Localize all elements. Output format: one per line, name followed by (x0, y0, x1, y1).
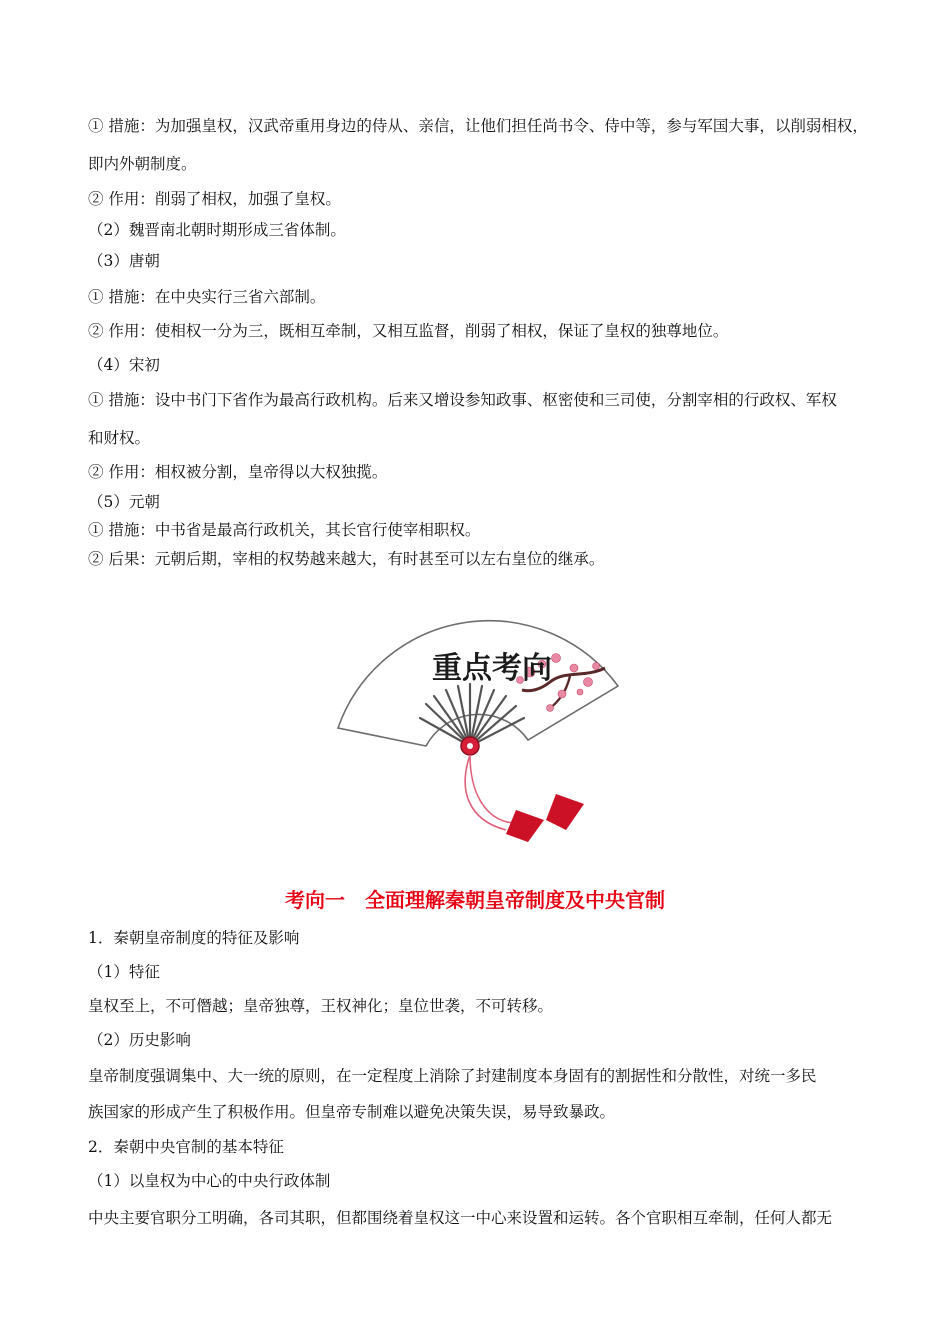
text-line: ② 作用：使相权一分为三，既相互牵制，又相互监督，削弱了相权，保证了皇权的独尊地位。 (88, 322, 729, 340)
text-line: ① 措施：设中书门下省作为最高行政机构。后来又增设参知政事、枢密使和三司使，分割宰相的行政权、军权 (88, 391, 837, 409)
text-line: 族国家的形成产生了积极作用。但皇帝专制难以避免决策失误，易导致暴政。 (88, 1103, 616, 1121)
text-line: ② 作用：削弱了相权，加强了皇权。 (88, 190, 341, 208)
text-line: ① 措施：为加强皇权，汉武帝重用身边的侍从、亲信，让他们担任尚书令、侍中等，参与军国大事，以削弱相权， (88, 117, 868, 135)
text-line: 2．秦朝中央官制的基本特征 (88, 1138, 284, 1156)
fan-label: 重点考向 (432, 651, 552, 686)
text-line: （3）唐朝 (88, 252, 160, 270)
text-line: ① 措施：在中央实行三省六部制。 (88, 288, 326, 306)
text-line: （2）魏晋南北朝时期形成三省体制。 (88, 221, 346, 239)
text-line: ① 措施：中书省是最高行政机关，其长官行使宰相职权。 (88, 521, 481, 539)
section-title: 考向一 全面理解秦朝皇帝制度及中央官制 (285, 888, 665, 912)
text-line: 皇权至上，不可僭越；皇帝独尊，王权神化；皇位世袭，不可转移。 (88, 997, 554, 1015)
text-line: （1）以皇权为中心的中央行政体制 (88, 1172, 331, 1190)
text-line: （2）历史影响 (88, 1031, 191, 1049)
text-line: ② 后果：元朝后期，宰相的权势越来越大，有时甚至可以左右皇位的继承。 (88, 550, 605, 568)
fan-illustration (330, 598, 630, 858)
text-line: 即内外朝制度。 (88, 155, 197, 173)
fan-graphic (330, 598, 630, 858)
text-line: （5）元朝 (88, 493, 160, 511)
text-line: 和财权。 (88, 429, 151, 447)
text-line: （4）宋初 (88, 356, 160, 374)
text-line: ② 作用：相权被分割，皇帝得以大权独揽。 (88, 463, 388, 481)
text-line: （1）特征 (88, 963, 160, 981)
text-line: 皇帝制度强调集中、大一统的原则，在一定程度上消除了封建制度本身固有的割据性和分散性，对统一多民 (88, 1067, 817, 1085)
text-line: 中央主要官职分工明确，各司其职，但都围绕着皇权这一中心来设置和运转。各个官职相互牵制，任何人都无 (88, 1209, 833, 1227)
text-line: 1．秦朝皇帝制度的特征及影响 (88, 929, 300, 947)
